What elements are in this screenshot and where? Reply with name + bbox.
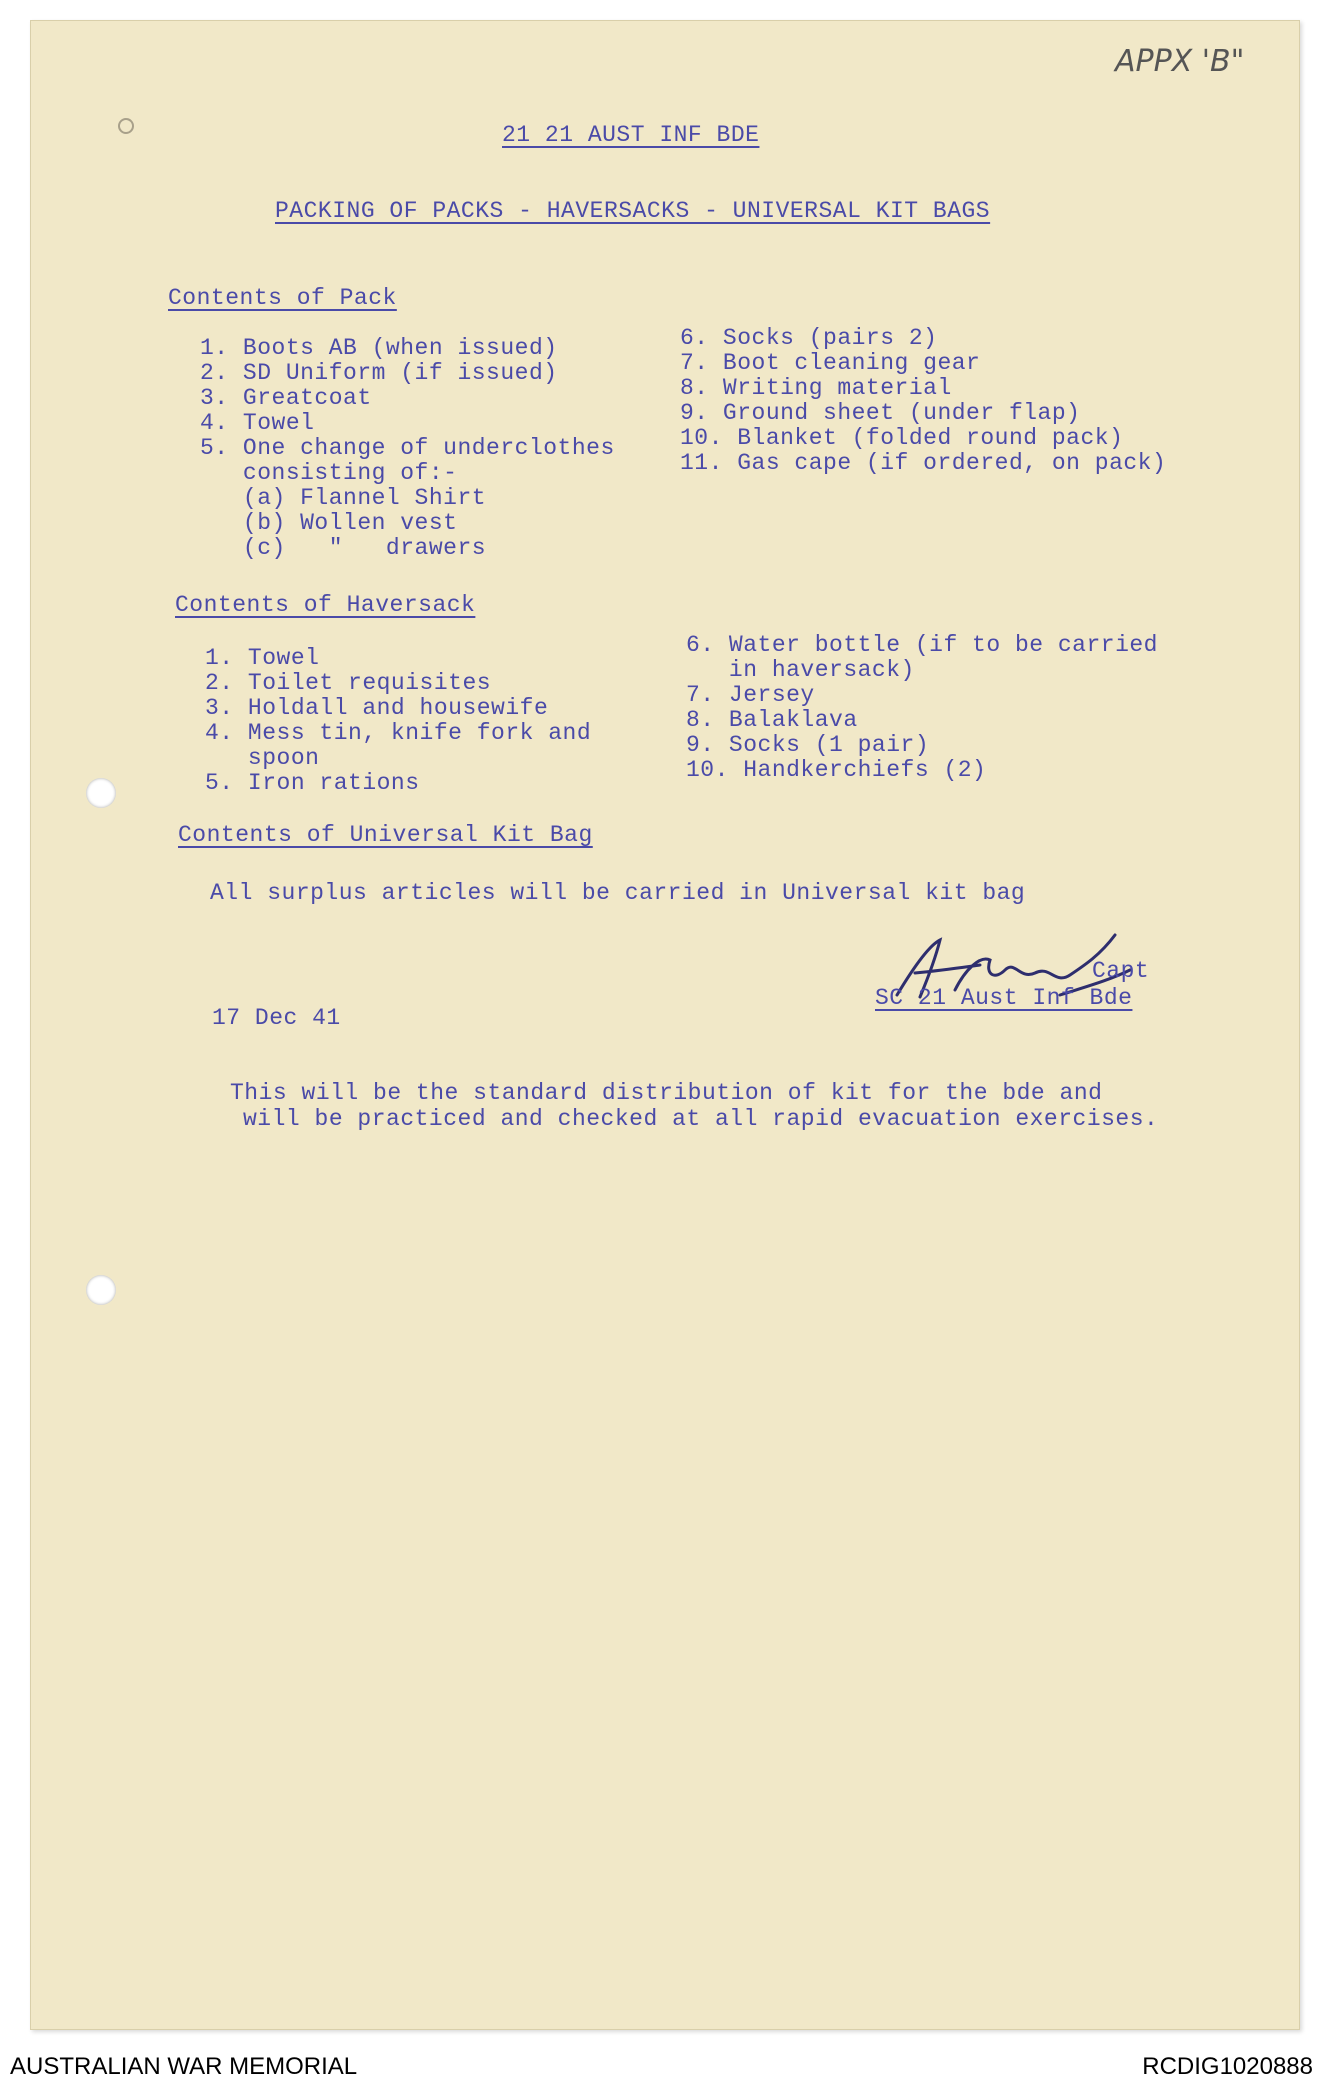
list-item: 8. Writing material <box>680 375 952 401</box>
list-item: 7. Jersey <box>686 682 815 708</box>
pin-mark <box>118 118 134 134</box>
closing-note-line-2: will be practiced and checked at all rapid evacuation exercises. <box>243 1106 1159 1132</box>
archive-reference: RCDIG1020888 <box>1142 2053 1313 2080</box>
haversack-section-title: Contents of Haversack <box>175 592 476 618</box>
list-item: 3. Greatcoat <box>200 385 372 411</box>
list-item: in haversack) <box>686 657 915 683</box>
list-item: consisting of:- <box>200 460 458 486</box>
appendix-annotation: APPX 'B" <box>1115 44 1245 79</box>
list-item: (c) " drawers <box>200 535 487 561</box>
list-item: 5. One change of underclothes <box>200 435 615 461</box>
list-item: 10. Handkerchiefs (2) <box>686 757 987 783</box>
signature-appointment: SC 21 Aust Inf Bde <box>875 985 1133 1011</box>
list-item: 1. Towel <box>205 645 320 671</box>
punch-hole-upper <box>86 778 116 808</box>
list-item: 6. Socks (pairs 2) <box>680 325 938 351</box>
unit-heading: 21 21 AUST INF BDE <box>502 122 760 148</box>
list-item: 2. SD Uniform (if issued) <box>200 360 558 386</box>
document-date: 17 Dec 41 <box>212 1005 341 1031</box>
kitbag-section-title: Contents of Universal Kit Bag <box>178 822 593 848</box>
archive-name: AUSTRALIAN WAR MEMORIAL <box>10 2053 358 2080</box>
signature-rank: Capt <box>1092 958 1150 984</box>
list-item: 9. Socks (1 pair) <box>686 732 930 758</box>
punch-hole-lower <box>86 1275 116 1305</box>
list-item: 9. Ground sheet (under flap) <box>680 400 1081 426</box>
list-item: 3. Holdall and housewife <box>205 695 549 721</box>
kitbag-text: All surplus articles will be carried in Universal kit bag <box>210 880 1026 906</box>
list-item: 10. Blanket (folded round pack) <box>680 425 1124 451</box>
archive-footer <box>0 2050 1323 2082</box>
list-item: 7. Boot cleaning gear <box>680 350 981 376</box>
list-item: 4. Mess tin, knife fork and <box>205 720 592 746</box>
list-item: 11. Gas cape (if ordered, on pack) <box>680 450 1167 476</box>
list-item: 6. Water bottle (if to be carried <box>686 632 1158 658</box>
list-item: 8. Balaklava <box>686 707 858 733</box>
list-item: 5. Iron rations <box>205 770 420 796</box>
pack-section-title: Contents of Pack <box>168 285 397 311</box>
document-title: PACKING OF PACKS - HAVERSACKS - UNIVERSAL KIT BAGS <box>275 198 991 224</box>
list-item: spoon <box>205 745 320 771</box>
list-item: (a) Flannel Shirt <box>200 485 487 511</box>
list-item: 2. Toilet requisites <box>205 670 492 696</box>
closing-note-line-1: This will be the standard distribution of kit for the bde and <box>230 1080 1103 1106</box>
list-item: 4. Towel <box>200 410 315 436</box>
list-item: (b) Wollen vest <box>200 510 458 536</box>
list-item: 1. Boots AB (when issued) <box>200 335 558 361</box>
paper-sheet <box>30 20 1300 2030</box>
